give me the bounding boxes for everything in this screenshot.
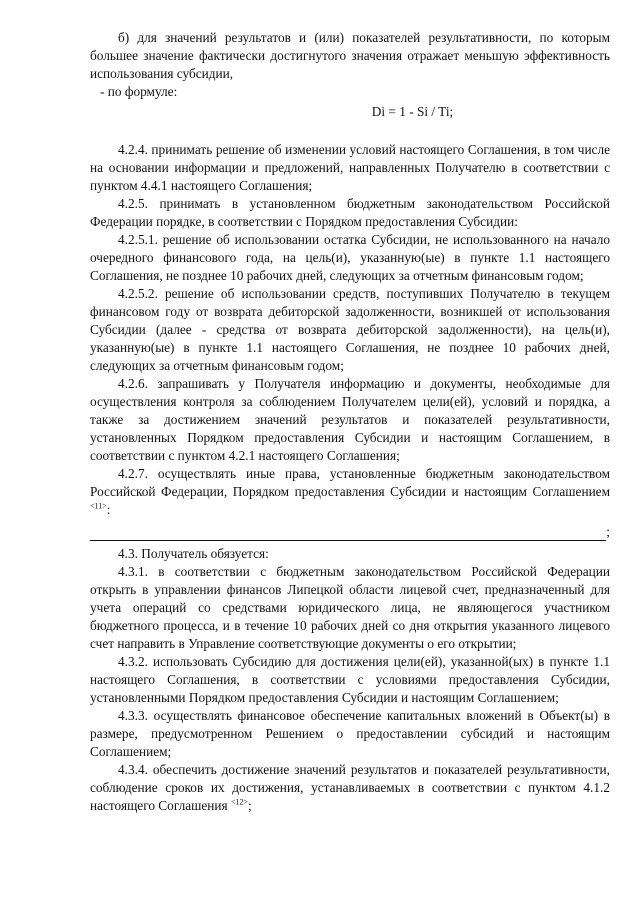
- paragraph-4-2-7-colon: :: [106, 502, 111, 517]
- paragraph-4-2-4: 4.2.4. принимать решение об изменении условий настоящего Соглашения, в том числе на основании информации и предложений, направленных Получателю в соответствии с пунктом 4.4.1 настоящего Соглашения;: [90, 142, 610, 193]
- blank-rule: [90, 526, 606, 541]
- paragraph-4-2-5: 4.2.5. принимать в установленном бюджетным законодательством Российской Федерации порядке, в соответствии с Порядком предоставления Субсидии:: [90, 196, 610, 229]
- paragraph-formula-intro: - по формуле:: [100, 84, 178, 99]
- fill-in-line: [90, 523, 610, 541]
- paragraph-4-2-7-text: 4.2.7. осуществлять иные права, установленные бюджетным законодательством Российской Федерации, Порядком предоставления Субсидии и настоящим Соглашением: [90, 466, 610, 499]
- footnote-ref-12: <12>: [230, 797, 248, 807]
- paragraph-4-3-4-text: 4.3.4. обеспечить достижение значений результатов и показателей результативности, соблюдение сроков их достижения, устанавливаемых в соответствии с пунктом 4.1.2 настоящего Соглашения: [90, 762, 610, 813]
- blank-semicolon: ;: [606, 524, 610, 539]
- paragraph-4-3-4: [90, 761, 610, 815]
- paragraph-b-results: б) для значений результатов и (или) показателей результативности, по которым большее значение фактически достигнутого значения отражает меньшую эффективность использования субсидии,: [90, 30, 610, 81]
- paragraph-4-2-5-2: 4.2.5.2. решение об использовании средств, поступивших Получателю в текущем финансовом году от возврата дебиторской задолженности, возникшей от использования Субсидии (далее - средства от возврата дебиторской задолженности), на цель(и), указанную(ые) в пункте 1.1 настоящего Соглашения, не позднее 10 рабочих дней, следующих за отчетным финансовым годом;: [90, 286, 610, 373]
- paragraph-4-3-1: 4.3.1. в соответствии с бюджетным законодательством Российской Федерации открыть в управлении финансов Липецкой области лицевой счет, предназначенный для учета операций со средствами юридического лица, не являющегося участником бюджетного процесса, и в течение 10 рабочих дней со дня открытия указанного лицевого счет направить в Управление соответствующие документы о его открытии;: [90, 564, 610, 651]
- paragraph-4-3-2: 4.3.2. использовать Субсидию для достижения цели(ей), указанной(ых) в пункте 1.1 настоящего Соглашения, в соответствии с условиями предоставления Субсидии, установленными Порядком предоставления Субсидии и настоящим Соглашением;: [90, 654, 610, 705]
- document-page: [90, 29, 610, 815]
- paragraph-4-2-6: 4.2.6. запрашивать у Получателя информацию и документы, необходимые для осуществления контроля за соблюдением Получателем цели(ей), условий и порядка, а также за достижением значений результатов и показателей результативности, установленных Порядком предоставления Субсидии и настоящим Соглашением, в соответствии с пунктом 4.2.1 настоящего Соглашения;: [90, 376, 610, 463]
- paragraph-4-3-4-semicolon: ;: [247, 798, 252, 813]
- paragraph-4-3: 4.3. Получатель обязуется:: [118, 546, 269, 561]
- spacer: [90, 121, 610, 141]
- formula: Di = 1 - Si / Ti;: [371, 104, 454, 119]
- paragraph-4-2-7: [90, 465, 610, 519]
- footnote-ref-11: <11>: [90, 501, 107, 511]
- paragraph-4-2-5-1: 4.2.5.1. решение об использовании остатка Субсидии, не использованного на начало очередного финансового года, на цель(и), указанную(ые) в пункте 1.1 настоящего Соглашения, не позднее 10 рабочих дней, следующих за отчетным финансовым годом;: [90, 232, 610, 283]
- paragraph-4-3-3: 4.3.3. осуществлять финансовое обеспечение капитальных вложений в Объект(ы) в размере, предусмотренном Решением о предоставлении субсидий и настоящим Соглашением;: [90, 708, 610, 759]
